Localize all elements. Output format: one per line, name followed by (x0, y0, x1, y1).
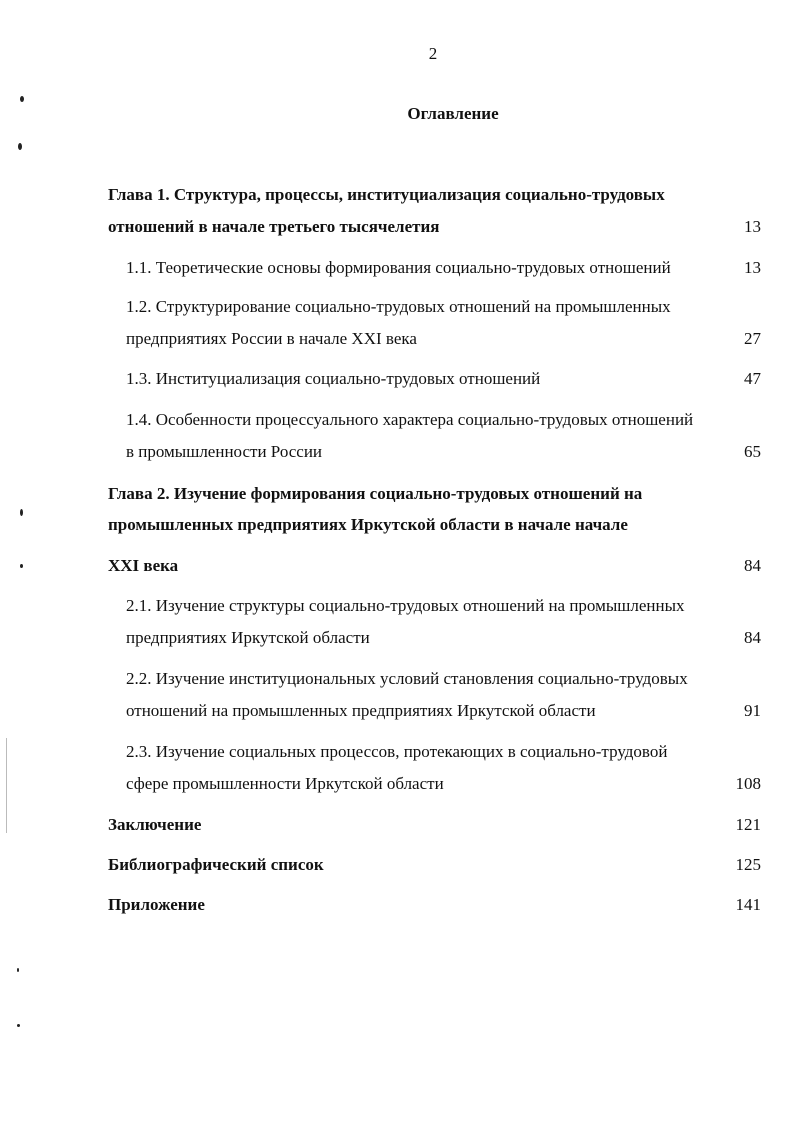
section-2-1-page: 84 (744, 628, 761, 647)
section-2-2-title-line-2: отношений на промышленных предприятиях Иркутской области (126, 701, 596, 720)
appendix-title: Приложение (108, 895, 205, 914)
page-number: 2 (428, 44, 438, 63)
section-1-4-page: 65 (744, 442, 761, 461)
chapter-2-title-line-3: XXI века (108, 556, 179, 575)
scan-speck (17, 968, 19, 972)
section-1-1-page: 13 (744, 258, 761, 277)
chapter-2-title-line-1: Глава 2. Изучение формирования социально-трудовых отношений на (108, 484, 643, 503)
chapter-2-page: 84 (744, 556, 761, 575)
chapter-1-title-line-2: отношений в начале третьего тысячелетия (108, 217, 440, 236)
section-1-3-title: 1.3. Институциализация социально-трудовых отношений (126, 369, 541, 388)
scan-speck (18, 143, 22, 150)
section-2-2-title-line-1: 2.2. Изучение институциональных условий становления социально-трудовых (126, 669, 688, 688)
scan-speck (20, 509, 23, 516)
bibliography-title: Библиографический список (108, 855, 324, 874)
scan-speck (17, 1024, 20, 1027)
section-2-1-title-line-1: 2.1. Изучение структуры социально-трудовых отношений на промышленных (126, 596, 685, 615)
appendix-page: 141 (735, 895, 761, 914)
conclusion-title: Заключение (108, 815, 202, 834)
chapter-1-title-line-1: Глава 1. Структура, процессы, институциализация социально-трудовых (108, 185, 665, 204)
toc-title: Оглавление (407, 104, 499, 123)
scan-edge-line (6, 738, 7, 833)
scan-speck (20, 96, 24, 102)
section-1-2-title-line-2: предприятиях России в начале XXI века (126, 329, 417, 348)
chapter-1-page: 13 (744, 217, 761, 236)
section-1-4-title-line-2: в промышленности России (126, 442, 323, 461)
section-1-4-title-line-1: 1.4. Особенности процессуального характера социально-трудовых отношений (126, 410, 694, 429)
section-2-3-page: 108 (735, 774, 761, 793)
section-2-2-page: 91 (744, 701, 761, 720)
chapter-2-title-line-2: промышленных предприятиях Иркутской области в начале начале (108, 515, 628, 534)
section-2-1-title-line-2: предприятиях Иркутской области (126, 628, 370, 647)
section-1-2-page: 27 (744, 329, 761, 348)
section-2-3-title-line-2: сфере промышленности Иркутской области (126, 774, 444, 793)
section-1-2-title-line-1: 1.2. Структурирование социально-трудовых отношений на промышленных (126, 297, 671, 316)
section-2-3-title-line-1: 2.3. Изучение социальных процессов, протекающих в социально-трудовой (126, 742, 668, 761)
scan-speck (20, 564, 23, 568)
conclusion-page: 121 (735, 815, 761, 834)
section-1-1-title: 1.1. Теоретические основы формирования социально-трудовых отношений (126, 258, 671, 277)
section-1-3-page: 47 (744, 369, 761, 388)
bibliography-page: 125 (735, 855, 761, 874)
